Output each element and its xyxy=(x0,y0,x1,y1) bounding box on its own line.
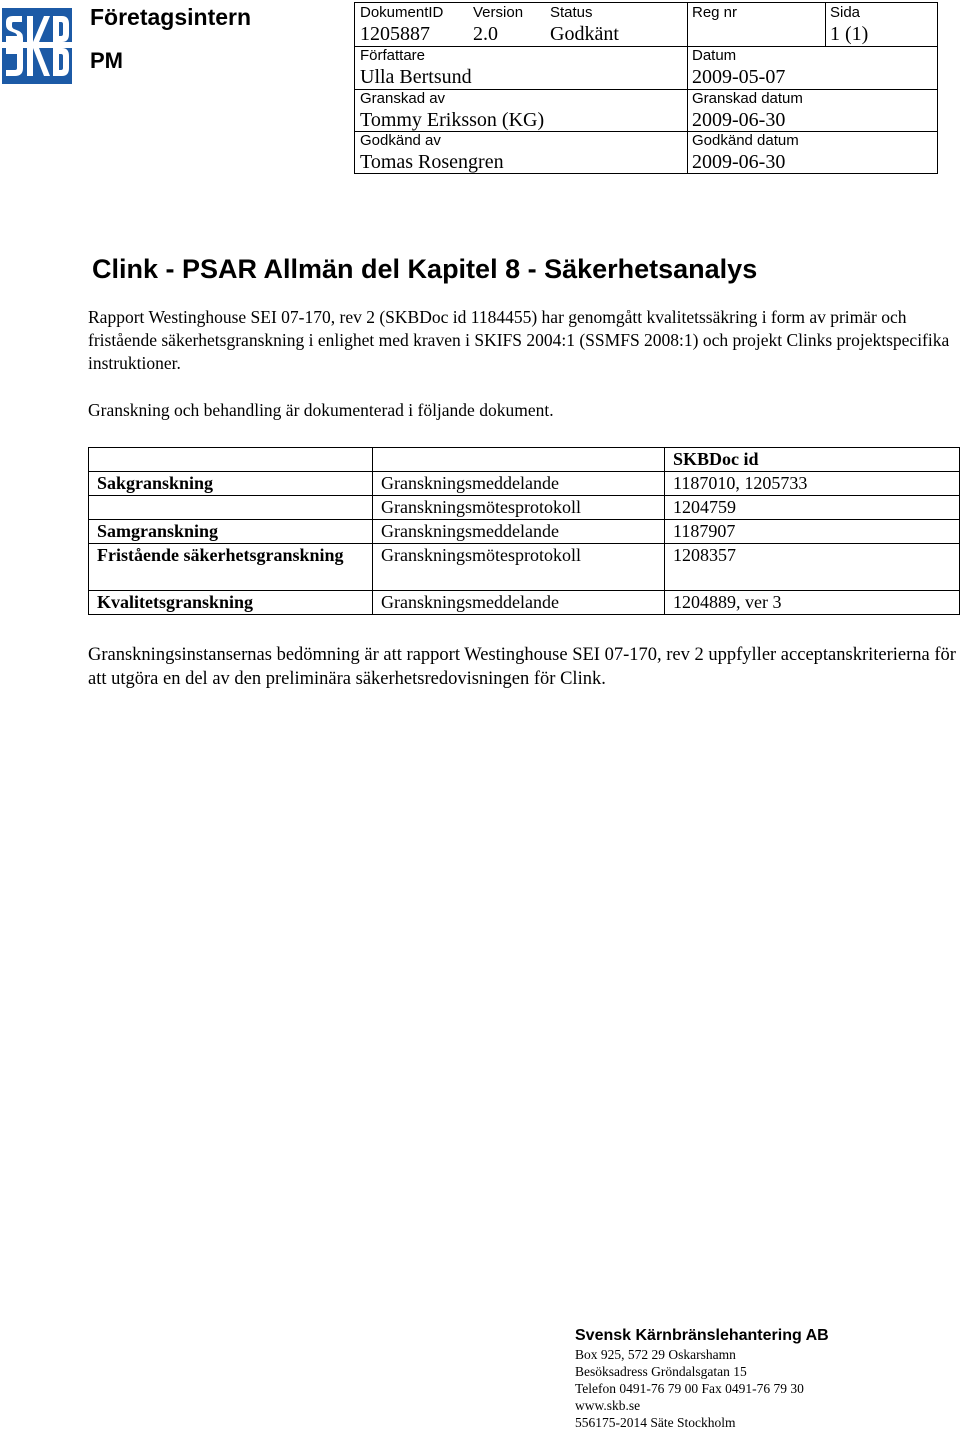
meta-value: 1205887 xyxy=(360,23,430,45)
classification-label: Företagsintern xyxy=(90,4,252,30)
footer-company-name: Svensk Kärnbränslehantering AB xyxy=(575,1327,829,1344)
review-type-cell: Fristående säkerhetsgranskning xyxy=(89,544,373,591)
document-title: Clink - PSAR Allmän del Kapitel 8 - Säkerhetsanalys xyxy=(92,254,758,284)
review-doc-cell: Granskningsmeddelande xyxy=(373,520,665,544)
meta-value: Tomas Rosengren xyxy=(360,151,504,173)
table-header-cell xyxy=(373,448,665,472)
review-documents-table xyxy=(88,447,960,615)
assessment-paragraph: Granskningsinstansernas bedömning är att rapport Westinghouse SEI 07-170, rev 2 uppfyller acceptanskriterierna för att utgöra en del av den preliminära säkerhetsredovisningen för Clink. xyxy=(88,645,956,689)
meta-value: 2009-05-07 xyxy=(692,66,786,88)
meta-label: Status xyxy=(550,4,593,21)
table-header-cell xyxy=(89,448,373,472)
meta-value: 2.0 xyxy=(473,23,498,45)
review-doc-cell: Granskningsmötesprotokoll xyxy=(373,496,665,520)
table-header-row xyxy=(89,448,960,472)
meta-version xyxy=(468,3,545,46)
review-id-cell: 1187010, 1205733 xyxy=(665,472,960,496)
meta-granskad-av xyxy=(355,89,687,131)
document-metadata-table xyxy=(354,2,938,174)
meta-label: Datum xyxy=(692,47,737,64)
review-type-cell: Sakgranskning xyxy=(89,472,373,496)
review-type-cell: Samgranskning xyxy=(89,520,373,544)
meta-label: DokumentID xyxy=(360,4,444,21)
meta-forfattare xyxy=(355,46,687,89)
meta-sida xyxy=(825,3,937,46)
table-row xyxy=(89,520,960,544)
meta-value: 2009-06-30 xyxy=(692,109,786,131)
meta-datum xyxy=(687,46,937,89)
intro-paragraph: Rapport Westinghouse SEI 07-170, rev 2 (SKBDoc id 1184455) har genomgått kvalitetssäkring i form av primär och fristående säkerhetsgranskning i enlighet med kraven i SKIFS 2004:1 (SSMFS 2008:1) och projekt Clinks projektspecifika instruktioner. xyxy=(88,307,950,373)
footer-org-number: 556175-2014 Säte Stockholm xyxy=(575,1415,736,1430)
meta-label: Granskad datum xyxy=(692,90,803,107)
meta-label: Godkänd datum xyxy=(692,132,799,149)
meta-label: Granskad av xyxy=(360,90,446,107)
review-type-cell xyxy=(89,496,373,520)
footer-phone-fax: Telefon 0491-76 79 00 Fax 0491-76 79 30 xyxy=(575,1381,804,1396)
meta-status xyxy=(545,3,687,46)
table-row xyxy=(89,544,960,591)
meta-dokumentid xyxy=(355,3,468,46)
meta-value: 2009-06-30 xyxy=(692,151,786,173)
table-row xyxy=(89,591,960,615)
review-doc-cell: Granskningsmötesprotokoll xyxy=(373,544,665,591)
review-id-cell: 1208357 xyxy=(665,544,960,591)
table-header-skbdoc-id: SKBDoc id xyxy=(665,448,960,472)
footer-visit-address: Besöksadress Gröndalsgatan 15 xyxy=(575,1364,747,1379)
table-row xyxy=(89,496,960,520)
footer-address: Box 925, 572 29 Oskarshamn xyxy=(575,1347,736,1362)
company-footer xyxy=(575,1326,829,1431)
meta-granskad-datum xyxy=(687,89,937,131)
meta-label: Sida xyxy=(830,4,861,21)
review-type-cell: Kvalitetsgranskning xyxy=(89,591,373,615)
review-doc-cell: Granskningsmeddelande xyxy=(373,591,665,615)
meta-godkand-datum xyxy=(687,131,937,173)
meta-value: 1 (1) xyxy=(830,23,869,45)
meta-label: Version xyxy=(473,4,524,21)
meta-label: Reg nr xyxy=(692,4,738,21)
meta-godkand-av xyxy=(355,131,687,173)
table-row xyxy=(89,472,960,496)
footer-website[interactable]: www.skb.se xyxy=(575,1398,641,1413)
review-id-cell: 1204759 xyxy=(665,496,960,520)
meta-value: Godkänt xyxy=(550,23,619,45)
document-type-label: PM xyxy=(90,48,123,73)
review-doc-cell: Granskningsmeddelande xyxy=(373,472,665,496)
skb-logo-icon xyxy=(2,8,72,84)
meta-label: Godkänd av xyxy=(360,132,441,149)
documentation-paragraph: Granskning och behandling är dokumenterad i följande dokument. xyxy=(88,400,554,420)
meta-label: Författare xyxy=(360,47,426,64)
meta-value: Ulla Bertsund xyxy=(360,66,472,88)
meta-value: Tommy Eriksson (KG) xyxy=(360,109,545,131)
review-id-cell: 1204889, ver 3 xyxy=(665,591,960,615)
skb-logo xyxy=(2,8,72,84)
review-id-cell: 1187907 xyxy=(665,520,960,544)
meta-regnr xyxy=(687,3,825,46)
